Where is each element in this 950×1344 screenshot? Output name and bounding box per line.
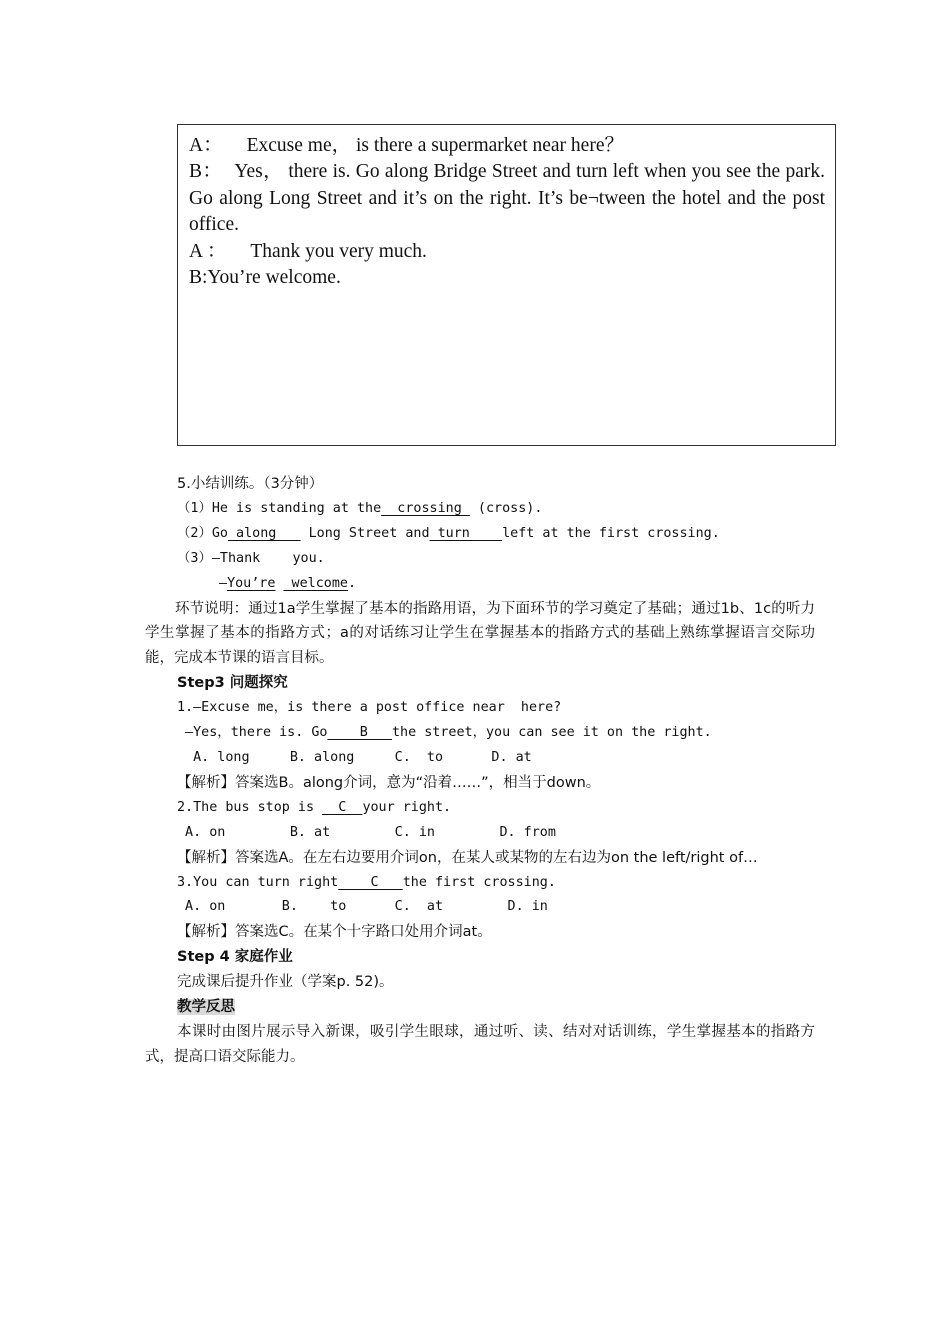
summary-heading: 5.小结训练。（3分钟） (177, 476, 324, 492)
step4-text: 完成课后提升作业（学案p. 52)。 (177, 974, 394, 991)
dialog-line-b1 (189, 159, 825, 238)
step3-q1-line1: 1.—Excuse me，is there a post office near here? (177, 700, 562, 716)
answer-blank: crossing (381, 500, 470, 516)
speaker-label: A ： (189, 240, 227, 262)
summary-q2: （2）Go along Long Street and turn left at the first crossing. (177, 525, 720, 541)
dialog-text: Yes， there is. Go along Bridge Street and turn left when you see the park. Go along Long Street and it’s on the right. It’s be¬tween the hotel and the post office. (189, 161, 825, 236)
answer-blank: turn (429, 525, 503, 541)
dialog-box (177, 124, 836, 446)
answer-blank: along (227, 525, 301, 541)
step3-q3-analysis: 【解析】答案选C。在某个十字路口处用介词at。 (177, 924, 492, 941)
dialog-text: Excuse me， is there a supermarket near here？ (246, 135, 624, 156)
reflection-text: 本课时由图片展示导入新课，吸引学生眼球，通过听、读、结对对话训练，学生掌握基本的指路方式，提高口语交际能力。 (145, 1023, 815, 1065)
section-note: 环节说明：通过1a学生掌握了基本的指路用语，为下面环节的学习奠定了基础；通过1b、1c的听力学生掌握了基本的指路方式；a的对话练习让学生在掌握基本的指路方式的基础上熟练掌握语言交际功能，完成本节课的语言目标。 (145, 600, 815, 667)
reflection-heading: 教学反思 (177, 999, 235, 1016)
answer-blank: C (322, 799, 363, 815)
summary-q1: （1）He is standing at the crossing (cross). (177, 500, 543, 516)
step4-heading: Step 4 家庭作业 (177, 949, 293, 966)
answer-blank: B (327, 725, 392, 741)
dialog-line-a1 (189, 133, 825, 159)
step3-q1-line2: —Yes，there is. Go B the street，you can see it on the right. (177, 725, 712, 741)
dialog-line-a2 (189, 239, 825, 265)
step3-heading: Step3 问题探究 (177, 675, 288, 692)
summary-q3-line1: （3）—Thank you. (177, 550, 325, 566)
step3-q3: 3.You can turn right C the first crossing. (177, 874, 556, 890)
speaker-label: A： (189, 135, 223, 156)
step3-q3-options: A. on B. to C. at D. in (177, 899, 548, 915)
summary-q3-line2: —You’re welcome. (219, 575, 357, 591)
dialog-text: Thank you very much. (250, 240, 427, 262)
step3-q1-options: A. long B. along C. to D. at (177, 749, 532, 765)
step3-q2: 2.The bus stop is C your right. (177, 799, 452, 815)
lesson-body (145, 472, 815, 1070)
dialog-line-b2: B:You’re welcome. (189, 267, 341, 289)
speaker-label: B： (189, 161, 223, 183)
answer-blank: welcome (283, 575, 348, 591)
step3-q2-options: A. on B. at C. in D. from (177, 824, 556, 840)
answer-blank: C (338, 874, 403, 890)
answer-blank: You’re (227, 575, 276, 591)
step3-q2-analysis: 【解析】答案选A。在左右边要用介词on，在某人或某物的左右边为on the left/right of… (177, 849, 758, 866)
step3-q1-analysis: 【解析】答案选B。along介词，意为“沿着……”，相当于down。 (177, 774, 601, 791)
